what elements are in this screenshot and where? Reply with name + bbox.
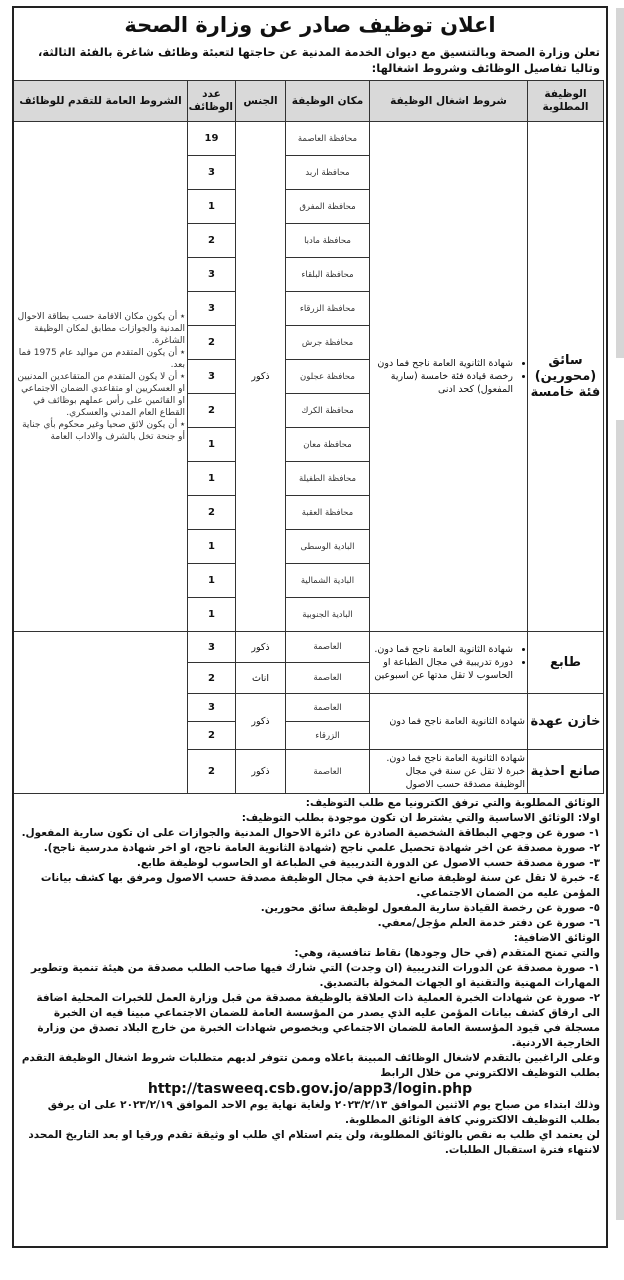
count-cell: 2 bbox=[188, 722, 236, 750]
gender-cell: اناث bbox=[236, 663, 286, 694]
location-cell: محافظة مادبا bbox=[286, 224, 370, 258]
location-cell: العاصمة bbox=[286, 632, 370, 663]
general-condition-item: ٭ أن يكون مكان الاقامة حسب بطاقة الاحوال المدنية والجوازات مطابق لمكان الوظيفة الشاغرة. bbox=[17, 311, 185, 346]
body-line: ١- صورة عن وجهي البطاقة الشخصية الصادرة عن دائرة الاحوال المدنية والجوازات على ان تكون سارية المفعول. bbox=[21, 827, 600, 839]
body-line: اولا: الوثائق الاساسية والتي يشترط ان تكون موجودة بطلب التوظيف: bbox=[241, 812, 600, 824]
body-line: ٦- صورة عن دفتر خدمة العلم مؤجل/معفي. bbox=[377, 917, 600, 929]
location-cell: محافظة العقبة bbox=[286, 496, 370, 530]
location-cell: العاصمة bbox=[286, 750, 370, 794]
body-line: والتي تمنح المتقدم (في حال وجودها) نقاط تنافسية، وهي: bbox=[294, 947, 600, 959]
count-cell: 3 bbox=[188, 632, 236, 663]
count-cell: 3 bbox=[188, 360, 236, 394]
count-cell: 1 bbox=[188, 462, 236, 496]
header-location: مكان الوظيفة bbox=[286, 81, 370, 122]
body-line: ٣- صورة مصدقة حسب الاصول عن الدورة التدريبية في الطباعة او الحاسوب لوظيفة طابع. bbox=[136, 857, 600, 869]
location-cell: البادية الوسطى bbox=[286, 530, 370, 564]
count-cell: 1 bbox=[188, 530, 236, 564]
body-line: ٢- صورة مصدقة عن اخر شهادة تحصيل علمي ناجح (شهادة الثانوية العامة ناجح، او اخر شهادة مدرسية ناجح). bbox=[43, 842, 600, 854]
job-craftsman: صانع احذية bbox=[528, 750, 604, 794]
header-count: عدد الوظائف bbox=[188, 81, 236, 122]
gender-cell: ذكور bbox=[236, 750, 286, 794]
location-cell: البادية الجنوبية bbox=[286, 598, 370, 632]
count-cell: 1 bbox=[188, 190, 236, 224]
location-cell: محافظة الكرك bbox=[286, 394, 370, 428]
scan-shadow-right-lower bbox=[616, 420, 624, 1220]
count-cell: 2 bbox=[188, 663, 236, 694]
count-cell: 19 bbox=[188, 122, 236, 156]
body-line: الوثائق المطلوبة والتي ترفق الكترونيا مع طلب التوظيف: bbox=[305, 797, 600, 809]
location-cell: العاصمة bbox=[286, 663, 370, 694]
location-cell: محافظة اربد bbox=[286, 156, 370, 190]
body-line: وعلى الراغبين بالتقدم لاشغال الوظائف المبينة باعلاه وممن تتوفر لديهم متطلبات شروط اشغال الوظيفة التقدم بطلب التوظيف الالكتروني من خلال الرابط bbox=[21, 1052, 600, 1079]
gender-cell: ذكور bbox=[236, 694, 286, 750]
intro-text bbox=[14, 44, 606, 76]
job-driver: سائق (محورين) فئة خامسة bbox=[528, 122, 604, 632]
application-link[interactable]: http://tasweeq.csb.gov.jo/app3/login.php bbox=[147, 1081, 473, 1097]
driver-conditions bbox=[370, 122, 528, 632]
general-condition-item: ٭ أن يكون لائق صحيا وغير محكوم بأي جناية أو جنحة تخل بالشرف والاداب العامة bbox=[22, 419, 185, 442]
job-storekeeper: خازن عهدة bbox=[528, 694, 604, 750]
announcement-frame bbox=[12, 6, 608, 1248]
scan-shadow-right bbox=[616, 8, 624, 358]
count-cell: 2 bbox=[188, 224, 236, 258]
condition-item: • رخصة قيادة فئة خامسة (سارية المفعول) كحد ادنى bbox=[372, 370, 513, 396]
job-typist: طابع bbox=[528, 632, 604, 694]
location-cell: محافظة المفرق bbox=[286, 190, 370, 224]
jobs-table bbox=[13, 80, 604, 794]
header-job: الوظيفة المطلوبة bbox=[528, 81, 604, 122]
documents-section bbox=[14, 794, 606, 1158]
footer-line: وذلك ابتداء من صباح يوم الاثنين الموافق ٢٠٢٣/٢/١٣ ولغاية نهاية يوم الاحد الموافق ٢٠٢٣/٢/١٩ على ان يرفق بطلب التوظيف الالكتروني كافة الوثائق المطلوبة. bbox=[47, 1099, 600, 1126]
location-cell: محافظة الطفيلة bbox=[286, 462, 370, 496]
count-cell: 3 bbox=[188, 292, 236, 326]
location-cell: البادية الشمالية bbox=[286, 564, 370, 598]
header-conditions: شروط اشغال الوظيفة bbox=[370, 81, 528, 122]
table-row bbox=[14, 632, 604, 663]
location-cell: محافظة جرش bbox=[286, 326, 370, 360]
storekeeper-conditions: شهادة الثانوية العامة ناجح فما دون bbox=[370, 694, 528, 750]
count-cell: 3 bbox=[188, 694, 236, 722]
body-line: ١- صورة مصدقة عن الدورات التدريبية (ان وجدت) التي شارك فيها صاحب الطلب مصدقة من هيئة تنمية وتطوير المهارات المهنية والتقنية او الجهات المخولة بالتصديق. bbox=[30, 962, 600, 989]
body-line: ٢- صورة عن شهادات الخبرة العملية ذات العلاقة بالوظيفة مصدقة من قبل وزارة العمل للخبرات المحلية اضافة الى ارفاق كشف بيانات المؤمن عليه الذي يصدر من المؤسسة العامة للضمان الاجتماعي مبينا فيه ان الخبرة مسجلة في قيود المؤسسة العامة للضمان الاجتماعي وبخصوص شهادات الخبرة من خارج البلاد تصدق من وزارة الخارجية الاردنية. bbox=[36, 992, 600, 1049]
count-cell: 2 bbox=[188, 326, 236, 360]
craftsman-conditions: شهادة الثانوية العامة ناجح فما دون. خبرة لا تقل عن سنة في مجال الوظيفة مصدقة حسب الاصول bbox=[370, 750, 528, 794]
general-conditions bbox=[14, 122, 188, 632]
announcement-title: اعلان توظيف صادر عن وزارة الصحة bbox=[124, 13, 496, 37]
general-empty-cell bbox=[14, 632, 188, 794]
gender-cell: ذكور bbox=[236, 122, 286, 632]
count-cell: 3 bbox=[188, 258, 236, 292]
count-cell: 1 bbox=[188, 598, 236, 632]
header-general: الشروط العامة للتقدم للوظائف bbox=[14, 81, 188, 122]
body-line: ٤- خبرة لا تقل عن سنة لوظيفة صانع احذية في مجال الوظيفة مصدقة حسب الاصول ومرفق بها كشف بيانات المؤمن عليه من الضمان الاجتماعي. bbox=[40, 872, 600, 899]
header-gender: الجنس bbox=[236, 81, 286, 122]
count-cell: 1 bbox=[188, 564, 236, 598]
intro-line: تعلن وزارة الصحة وبالتنسيق مع ديوان الخدمة المدنية عن حاجتها لتعبئة وظائف شاغرة بالفئة الثالثة، bbox=[37, 45, 600, 59]
count-cell: 2 bbox=[188, 750, 236, 794]
count-cell: 2 bbox=[188, 496, 236, 530]
location-cell: محافظة الزرقاء bbox=[286, 292, 370, 326]
body-line: ٥- صورة عن رخصة القيادة سارية المفعول لوظيفة سائق محورين. bbox=[260, 902, 600, 914]
condition-item: • دورة تدريبية في مجال الطباعة او الحاسوب لا تقل مدتها عن اسبوعين bbox=[372, 656, 513, 682]
location-cell: محافظة عجلون bbox=[286, 360, 370, 394]
general-condition-item: ٭ أن يكون المتقدم من مواليد عام 1975 فما بعد. bbox=[18, 347, 185, 370]
condition-item: • شهادة الثانوية العامة ناجح فما دون. bbox=[372, 643, 513, 656]
table-header-row bbox=[14, 81, 604, 122]
count-cell: 2 bbox=[188, 394, 236, 428]
intro-line: وتاليا تفاصيل الوظائف وشروط اشغالها: bbox=[371, 61, 600, 75]
location-cell: محافظة معان bbox=[286, 428, 370, 462]
table-row bbox=[14, 122, 604, 156]
condition-item: • شهادة الثانوية العامة ناجح فما دون bbox=[372, 357, 513, 370]
typist-conditions bbox=[370, 632, 528, 694]
location-cell: العاصمة bbox=[286, 694, 370, 722]
gender-cell: ذكور bbox=[236, 632, 286, 663]
count-cell: 1 bbox=[188, 428, 236, 462]
footer-line: لن يعتمد اي طلب به نقص بالوثائق المطلوبة، ولن يتم استلام اي طلب او وثيقة تقدم ورقيا او بعد التاريخ المحدد لانتهاء فترة استقبال الطلبات. bbox=[28, 1129, 600, 1156]
location-cell: محافظة البلقاء bbox=[286, 258, 370, 292]
count-cell: 3 bbox=[188, 156, 236, 190]
body-line: الوثائق الاضافية: bbox=[513, 932, 600, 944]
location-cell: الزرقاء bbox=[286, 722, 370, 750]
location-cell: محافظة العاصمة bbox=[286, 122, 370, 156]
general-condition-item: ٭ أن لا يكون المتقدم من المتقاعدين المدنيين او العسكريين او متقاعدي الضمان الاجتماعي او القائمين على رأس عملهم بوظائف في القطاع العام المدني والعسكري. bbox=[17, 371, 185, 418]
